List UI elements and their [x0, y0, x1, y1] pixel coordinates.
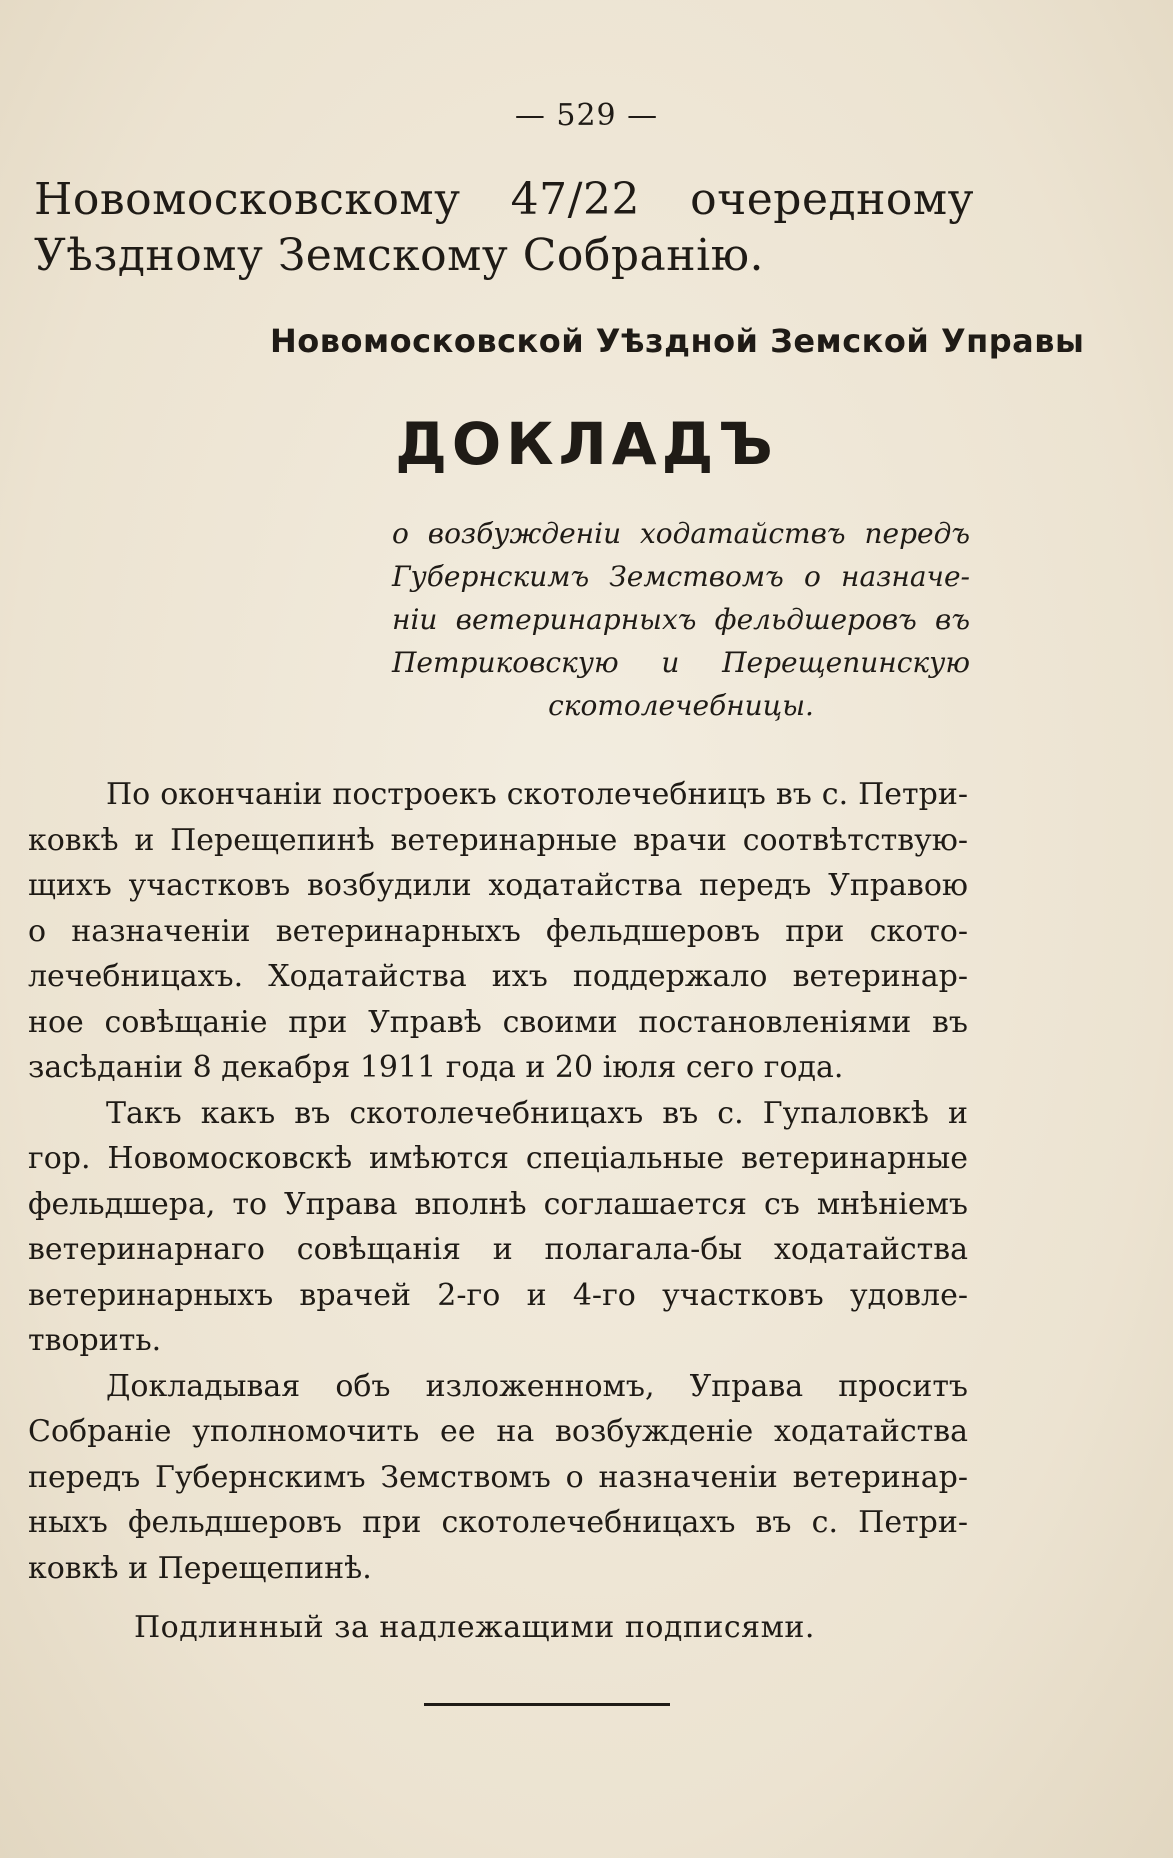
body-line: ветеринарнаго совѣщанія и полагала-бы ходатайства: [28, 1232, 968, 1267]
document-title: Новомосковскому 47/22 очередному Уѣздному Земскому Собранію.: [34, 174, 974, 281]
body-line: ветеринарныхъ врачей 2-го и 4-го участковъ удовле-: [28, 1277, 968, 1313]
subject-line: ніи ветеринарныхъ фельдшеровъ въ: [392, 603, 970, 636]
report-body: [28, 772, 968, 1591]
signature-note: Подлинный за надлежащими подписями.: [134, 1610, 815, 1645]
body-line: фельдшера, то Управа вполнѣ соглашается съ мнѣніемъ: [28, 1186, 968, 1222]
body-line: лечебницахъ. Ходатайства ихъ поддержало ветеринар-: [28, 959, 968, 994]
body-line: гор. Новомосковскѣ имѣются спеціальные ветеринарные: [28, 1141, 968, 1176]
subject-line: Губернскимъ Земствомъ о назначе-: [392, 560, 970, 593]
body-line: щихъ участковъ возбудили ходатайства передъ Управою: [28, 868, 968, 903]
body-line: ныхъ фельдшеровъ при скотолечебницахъ въ с. Петри-: [28, 1505, 968, 1540]
body-line: Такъ какъ въ скотолечебницахъ въ с. Гупаловкѣ и: [106, 1095, 968, 1131]
body-line: ное совѣщаніе при Управѣ своими постановленіями въ: [28, 1004, 968, 1040]
document-subtitle: Новомосковской Уѣздной Земской Управы: [270, 322, 1085, 360]
body-line: о назначеніи ветеринарныхъ фельдшеровъ при ското-: [28, 913, 968, 949]
subject-line: скотолечебницы.: [548, 689, 814, 722]
closing-rule: [424, 1703, 670, 1706]
subject-line: Петриковскую и Перещепинскую: [392, 646, 970, 679]
body-line: засѣданіи 8 декабря 1911 года и 20 іюля сего года.: [28, 1050, 844, 1085]
body-line: Докладывая объ изложенномъ, Управа проситъ: [106, 1368, 968, 1404]
body-line: творить.: [28, 1323, 162, 1358]
body-line: По окончаніи построекъ скотолечебницъ въ с. Петри-: [106, 777, 968, 812]
subject-line: о возбужденіи ходатайствъ передъ: [392, 517, 970, 550]
body-line: Собраніе уполномочить ее на возбужденіе ходатайства: [28, 1414, 968, 1449]
body-line: передъ Губернскимъ Земствомъ о назначеніи ветеринар-: [28, 1459, 968, 1495]
report-subject: [392, 512, 970, 727]
page-number: — 529 —: [514, 98, 659, 133]
document-heading: ДОКЛАДЪ: [395, 410, 778, 478]
body-line: ковкѣ и Перещепинѣ ветеринарные врачи соотвѣтствую-: [28, 822, 968, 858]
body-line: ковкѣ и Перещепинѣ.: [28, 1550, 372, 1586]
